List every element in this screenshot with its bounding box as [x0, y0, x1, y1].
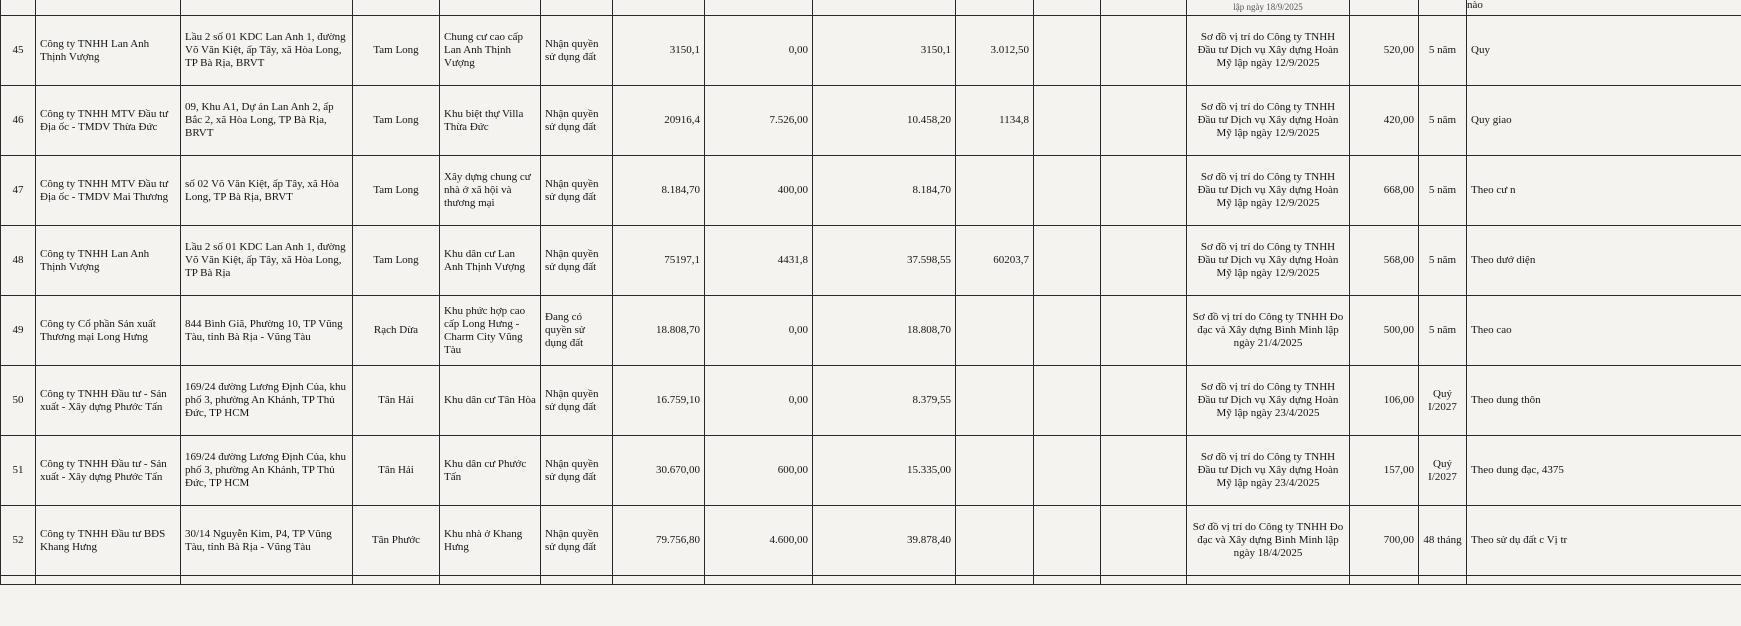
empty-cell: [1101, 86, 1187, 156]
survey-map-note: Sơ đồ vị trí do Công ty TNHH Đo đạc và Xây dựng Bình Minh lập ngày 21/4/2025: [1187, 296, 1350, 366]
area-c: [956, 436, 1034, 506]
company-name: Công ty TNHH Đầu tư - Sản xuất - Xây dựng Phước Tấn: [36, 436, 181, 506]
area-c: [956, 366, 1034, 436]
company-name: Công ty TNHH Đầu tư - Sản xuất - Xây dựng Phước Tấn: [36, 366, 181, 436]
survey-map-note: Sơ đồ vị trí do Công ty TNHH Đo đạc và Xây dựng Bình Minh lập ngày 18/4/2025: [1187, 506, 1350, 576]
area-d: [1034, 506, 1101, 576]
company-name: Công ty TNHH Lan Anh Thịnh Vượng: [36, 226, 181, 296]
area-b: 8.184,70: [813, 156, 956, 226]
land-use-form: Nhận quyền sử dụng đất: [541, 436, 613, 506]
survey-map-note: Sơ đồ vị trí do Công ty TNHH Đầu tư Dịch vụ Xây dựng Hoàn Mỹ lập ngày 12/9/2025: [1187, 226, 1350, 296]
capital-value: 700,00: [1350, 506, 1419, 576]
row-number: 48: [1, 226, 36, 296]
row-number: 50: [1, 366, 36, 436]
area-a: 7.526,00: [705, 86, 813, 156]
area-a: 0,00: [705, 16, 813, 86]
table-row: [1, 86, 1741, 156]
company-name: Công ty Cổ phần Sản xuất Thương mại Long Hưng: [36, 296, 181, 366]
commune-name: Tam Long: [353, 156, 440, 226]
area-c: 3.012,50: [956, 16, 1034, 86]
company-address: Lầu 2 số 01 KDC Lan Anh 1, đường Võ Văn Kiệt, ấp Tây, xã Hòa Long, TP Bà Rịa, BRVT: [181, 16, 353, 86]
area-total: 75197,1: [613, 226, 705, 296]
area-c: 60203,7: [956, 226, 1034, 296]
row-number: 49: [1, 296, 36, 366]
area-d: [1034, 436, 1101, 506]
area-total: 3150,1: [613, 16, 705, 86]
table-row: [1, 366, 1741, 436]
remarks: Theo cư n: [1467, 156, 1741, 226]
table-row: [1, 156, 1741, 226]
area-c: [956, 296, 1034, 366]
remarks: Theo cao: [1467, 296, 1741, 366]
area-a: 0,00: [705, 296, 813, 366]
remarks: Theo dung thôn: [1467, 366, 1741, 436]
land-use-form: Nhận quyền sử dụng đất: [541, 86, 613, 156]
duration: 5 năm: [1419, 296, 1467, 366]
company-address: 09, Khu A1, Dự án Lan Anh 2, ấp Bắc 2, xã Hòa Long, TP Bà Rịa, BRVT: [181, 86, 353, 156]
area-d: [1034, 296, 1101, 366]
table-row: [1, 296, 1741, 366]
remarks: Theo sử dụ đất c Vị tr: [1467, 506, 1741, 576]
row-number: 47: [1, 156, 36, 226]
area-a: 4.600,00: [705, 506, 813, 576]
table-row: [1, 506, 1741, 576]
table-row: [1, 436, 1741, 506]
duration: Quý I/2027: [1419, 436, 1467, 506]
empty-cell: [1101, 156, 1187, 226]
empty-cell: [1101, 296, 1187, 366]
duration: 48 tháng: [1419, 506, 1467, 576]
company-address: 169/24 đường Lương Định Của, khu phố 3, phường An Khánh, TP Thủ Đức, TP HCM: [181, 366, 353, 436]
company-name: Công ty TNHH MTV Đầu tư Địa ốc - TMDV Mai Thương: [36, 156, 181, 226]
company-name: Công ty TNHH Lan Anh Thịnh Vượng: [36, 16, 181, 86]
area-a: 600,00: [705, 436, 813, 506]
area-total: 30.670,00: [613, 436, 705, 506]
commune-name: Rạch Dừa: [353, 296, 440, 366]
empty-cell: [1101, 506, 1187, 576]
survey-map-note: Sơ đồ vị trí do Công ty TNHH Đầu tư Dịch vụ Xây dựng Hoàn Mỹ lập ngày 12/9/2025: [1187, 86, 1350, 156]
project-name: Khu dân cư Tân Hòa: [440, 366, 541, 436]
company-address: Lầu 2 số 01 KDC Lan Anh 1, đường Võ Văn Kiệt, ấp Tây, xã Hòa Long, TP Bà Rịa: [181, 226, 353, 296]
remarks: Quy: [1467, 16, 1741, 86]
survey-map-note: Sơ đồ vị trí do Công ty TNHH Đầu tư Dịch vụ Xây dựng Hoàn Mỹ lập ngày 12/9/2025: [1187, 16, 1350, 86]
commune-name: Tam Long: [353, 226, 440, 296]
project-name: Chung cư cao cấp Lan Anh Thịnh Vượng: [440, 16, 541, 86]
area-total: 16.759,10: [613, 366, 705, 436]
area-d: [1034, 366, 1101, 436]
area-c: [956, 156, 1034, 226]
area-c: [956, 506, 1034, 576]
empty-cell: [1101, 226, 1187, 296]
commune-name: Tân Hải: [353, 366, 440, 436]
area-c: 1134,8: [956, 86, 1034, 156]
duration: 5 năm: [1419, 226, 1467, 296]
empty-cell: [1101, 16, 1187, 86]
remarks: Quy giao: [1467, 86, 1741, 156]
capital-value: 157,00: [1350, 436, 1419, 506]
company-address: 30/14 Nguyễn Kim, P4, TP Vũng Tàu, tỉnh Bà Rịa - Vũng Tàu: [181, 506, 353, 576]
area-total: 8.184,70: [613, 156, 705, 226]
table-row: [1, 226, 1741, 296]
area-b: 8.379,55: [813, 366, 956, 436]
cut-off-row-bottom: [1, 576, 1741, 585]
cut-off-note-text: nào: [1467, 0, 1483, 11]
remarks: Theo dướ diện: [1467, 226, 1741, 296]
land-use-form: Nhận quyền sử dụng đất: [541, 366, 613, 436]
area-a: 0,00: [705, 366, 813, 436]
capital-value: 500,00: [1350, 296, 1419, 366]
project-name: Xây dựng chung cư nhà ở xã hội và thương mại: [440, 156, 541, 226]
area-b: 39.878,40: [813, 506, 956, 576]
area-b: 15.335,00: [813, 436, 956, 506]
company-address: số 02 Võ Văn Kiệt, ấp Tây, xã Hòa Long, TP Bà Rịa, BRVT: [181, 156, 353, 226]
project-name: Khu nhà ở Khang Hưng: [440, 506, 541, 576]
commune-name: Tam Long: [353, 16, 440, 86]
empty-cell: [1101, 436, 1187, 506]
capital-value: 668,00: [1350, 156, 1419, 226]
land-use-form: Nhận quyền sử dụng đất: [541, 156, 613, 226]
table-row: [1, 16, 1741, 86]
area-d: [1034, 16, 1101, 86]
area-a: 400,00: [705, 156, 813, 226]
area-total: 20916,4: [613, 86, 705, 156]
commune-name: Tân Hải: [353, 436, 440, 506]
area-b: 37.598,55: [813, 226, 956, 296]
survey-map-note: Sơ đồ vị trí do Công ty TNHH Đầu tư Dịch vụ Xây dựng Hoàn Mỹ lập ngày 23/4/2025: [1187, 366, 1350, 436]
cut-off-date-text: lập ngày 18/9/2025: [1233, 1, 1303, 12]
row-number: 45: [1, 16, 36, 86]
land-use-form: Nhận quyền sử dụng đất: [541, 226, 613, 296]
duration: 5 năm: [1419, 86, 1467, 156]
land-use-form: Nhận quyền sử dụng đất: [541, 16, 613, 86]
commune-name: Tam Long: [353, 86, 440, 156]
area-total: 18.808,70: [613, 296, 705, 366]
area-d: [1034, 156, 1101, 226]
duration: 5 năm: [1419, 156, 1467, 226]
commune-name: Tân Phước: [353, 506, 440, 576]
area-d: [1034, 226, 1101, 296]
land-use-form: Đang có quyền sử dụng đất: [541, 296, 613, 366]
row-number: 51: [1, 436, 36, 506]
project-name: Khu dân cư Phước Tấn: [440, 436, 541, 506]
duration: 5 năm: [1419, 16, 1467, 86]
survey-map-note: Sơ đồ vị trí do Công ty TNHH Đầu tư Dịch vụ Xây dựng Hoàn Mỹ lập ngày 12/9/2025: [1187, 156, 1350, 226]
company-address: 844 Bình Giã, Phường 10, TP Vũng Tàu, tỉnh Bà Rịa - Vũng Tàu: [181, 296, 353, 366]
company-name: Công ty TNHH Đầu tư BĐS Khang Hưng: [36, 506, 181, 576]
capital-value: 420,00: [1350, 86, 1419, 156]
project-name: Khu biệt thự Villa Thừa Đức: [440, 86, 541, 156]
project-name: Khu phức hợp cao cấp Long Hưng - Charm City Vũng Tàu: [440, 296, 541, 366]
cut-off-row: [1, 0, 1741, 16]
capital-value: 106,00: [1350, 366, 1419, 436]
empty-cell: [1101, 366, 1187, 436]
row-number: 46: [1, 86, 36, 156]
company-address: 169/24 đường Lương Định Của, khu phố 3, phường An Khánh, TP Thủ Đức, TP HCM: [181, 436, 353, 506]
area-b: 10.458,20: [813, 86, 956, 156]
land-use-form: Nhận quyền sử dụng đất: [541, 506, 613, 576]
survey-map-note: Sơ đồ vị trí do Công ty TNHH Đầu tư Dịch vụ Xây dựng Hoàn Mỹ lập ngày 23/4/2025: [1187, 436, 1350, 506]
area-d: [1034, 86, 1101, 156]
duration: Quý I/2027: [1419, 366, 1467, 436]
company-name: Công ty TNHH MTV Đầu tư Địa ốc - TMDV Thừa Đức: [36, 86, 181, 156]
area-total: 79.756,80: [613, 506, 705, 576]
project-name: Khu dân cư Lan Anh Thịnh Vượng: [440, 226, 541, 296]
capital-value: 568,00: [1350, 226, 1419, 296]
row-number: 52: [1, 506, 36, 576]
capital-value: 520,00: [1350, 16, 1419, 86]
area-a: 4431,8: [705, 226, 813, 296]
remarks: Theo dung đạc, 4375: [1467, 436, 1741, 506]
area-b: 18.808,70: [813, 296, 956, 366]
area-b: 3150,1: [813, 16, 956, 86]
